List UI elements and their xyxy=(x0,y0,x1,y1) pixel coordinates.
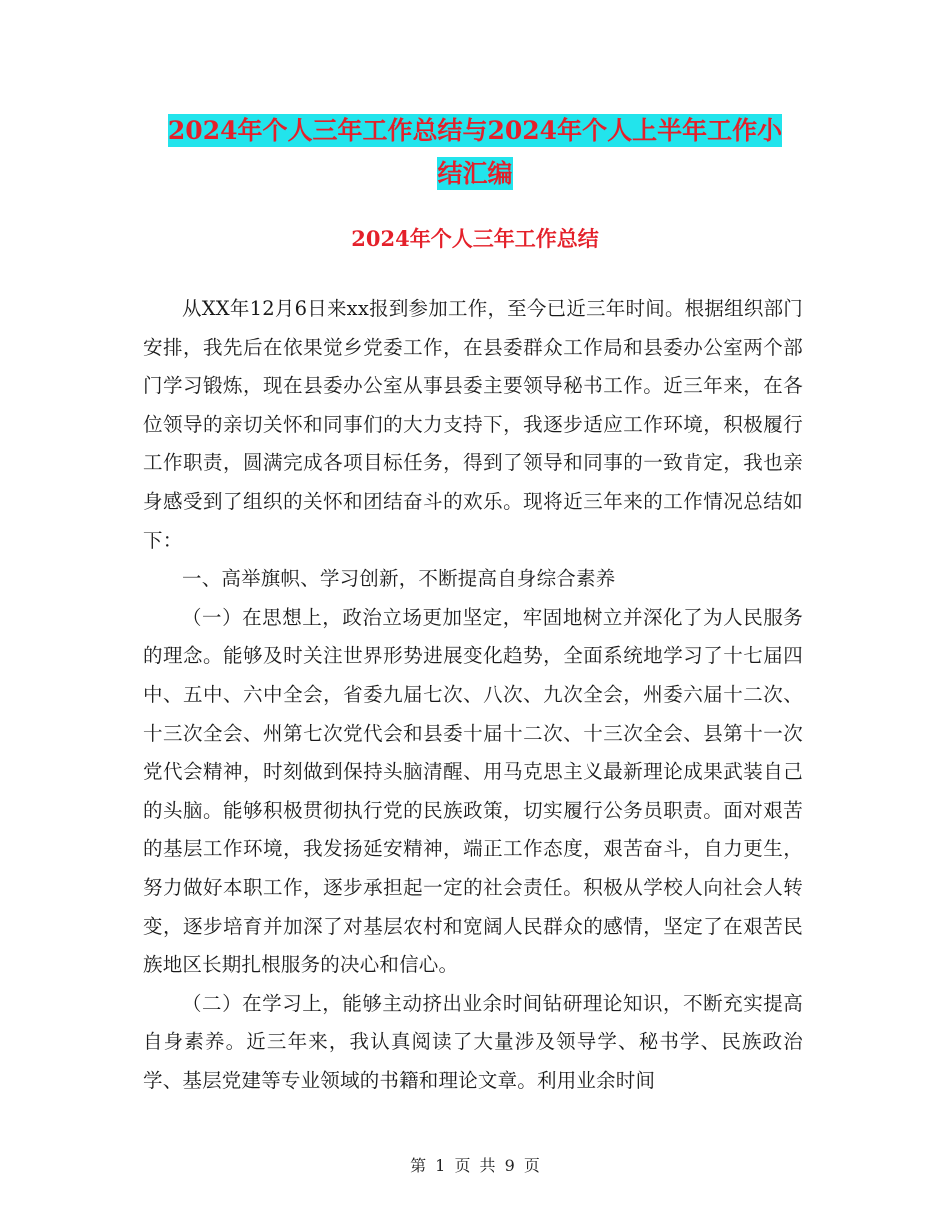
paragraph-study: （二）在学习上，能够主动挤出业余时间钻研理论知识，不断充实提高自身素养。近三年来，我认真阅读了大量涉及领导学、秘书学、民族政治学、基层党建等专业领域的书籍和理论文章。利用业余时间 xyxy=(143,991,803,1092)
title-highlight: 结汇编 xyxy=(437,159,513,188)
paragraph-intro: 从XX年12月6日来xx报到参加工作，至今已近三年时间。根据组织部门安排，我先后在依果觉乡党委工作，在县委群众工作局和县委办公室两个部门学习锻炼，现在县委办公室从事县委主要领导秘书工作。近三年来，在各位领导的亲切关怀和同事们的大力支持下，我逐步适应工作环境，积极履行工作职责，圆满完成各项目标任务，得到了领导和同事的一致肯定，我也亲身感受到了组织的关怀和团结奋斗的欢乐。现将近三年来的工作情况总结如下： xyxy=(143,297,803,552)
paragraph-heading-1: 一、高举旗帜、学习创新，不断提高自身综合素养 xyxy=(182,567,616,591)
document-title-line-2 xyxy=(0,153,950,195)
section-title: 2024年个人三年工作总结 xyxy=(351,226,599,251)
document-title-line-1 xyxy=(0,110,950,152)
page-footer: 第 1 页 共 9 页 xyxy=(410,1156,540,1175)
document-body xyxy=(143,290,803,1100)
paragraph-ideology: （一）在思想上，政治立场更加坚定，牢固地树立并深化了为人民服务的理念。能够及时关注世界形势进展变化趋势，全面系统地学习了十七届四中、五中、六中全会，省委九届七次、八次、九次全会，州委六届十二次、十三次全会、州第七次党代会和县委十届十二次、十三次全会、县第十一次党代会精神，时刻做到保持头脑清醒、用马克思主义最新理论成果武装自己的头脑。能够积极贯彻执行党的民族政策，切实履行公务员职责。面对艰苦的基层工作环境，我发扬延安精神，端正工作态度，艰苦奋斗，自力更生，努力做好本职工作，逐步承担起一定的社会责任。积极从学校人向社会人转变，逐步培育并加深了对基层农村和宽阔人民群众的感情，坚定了在艰苦民族地区长期扎根服务的决心和信心。 xyxy=(143,605,803,977)
title-highlight: 2024年个人三年工作总结与2024年个人上半年工作小 xyxy=(167,116,783,145)
